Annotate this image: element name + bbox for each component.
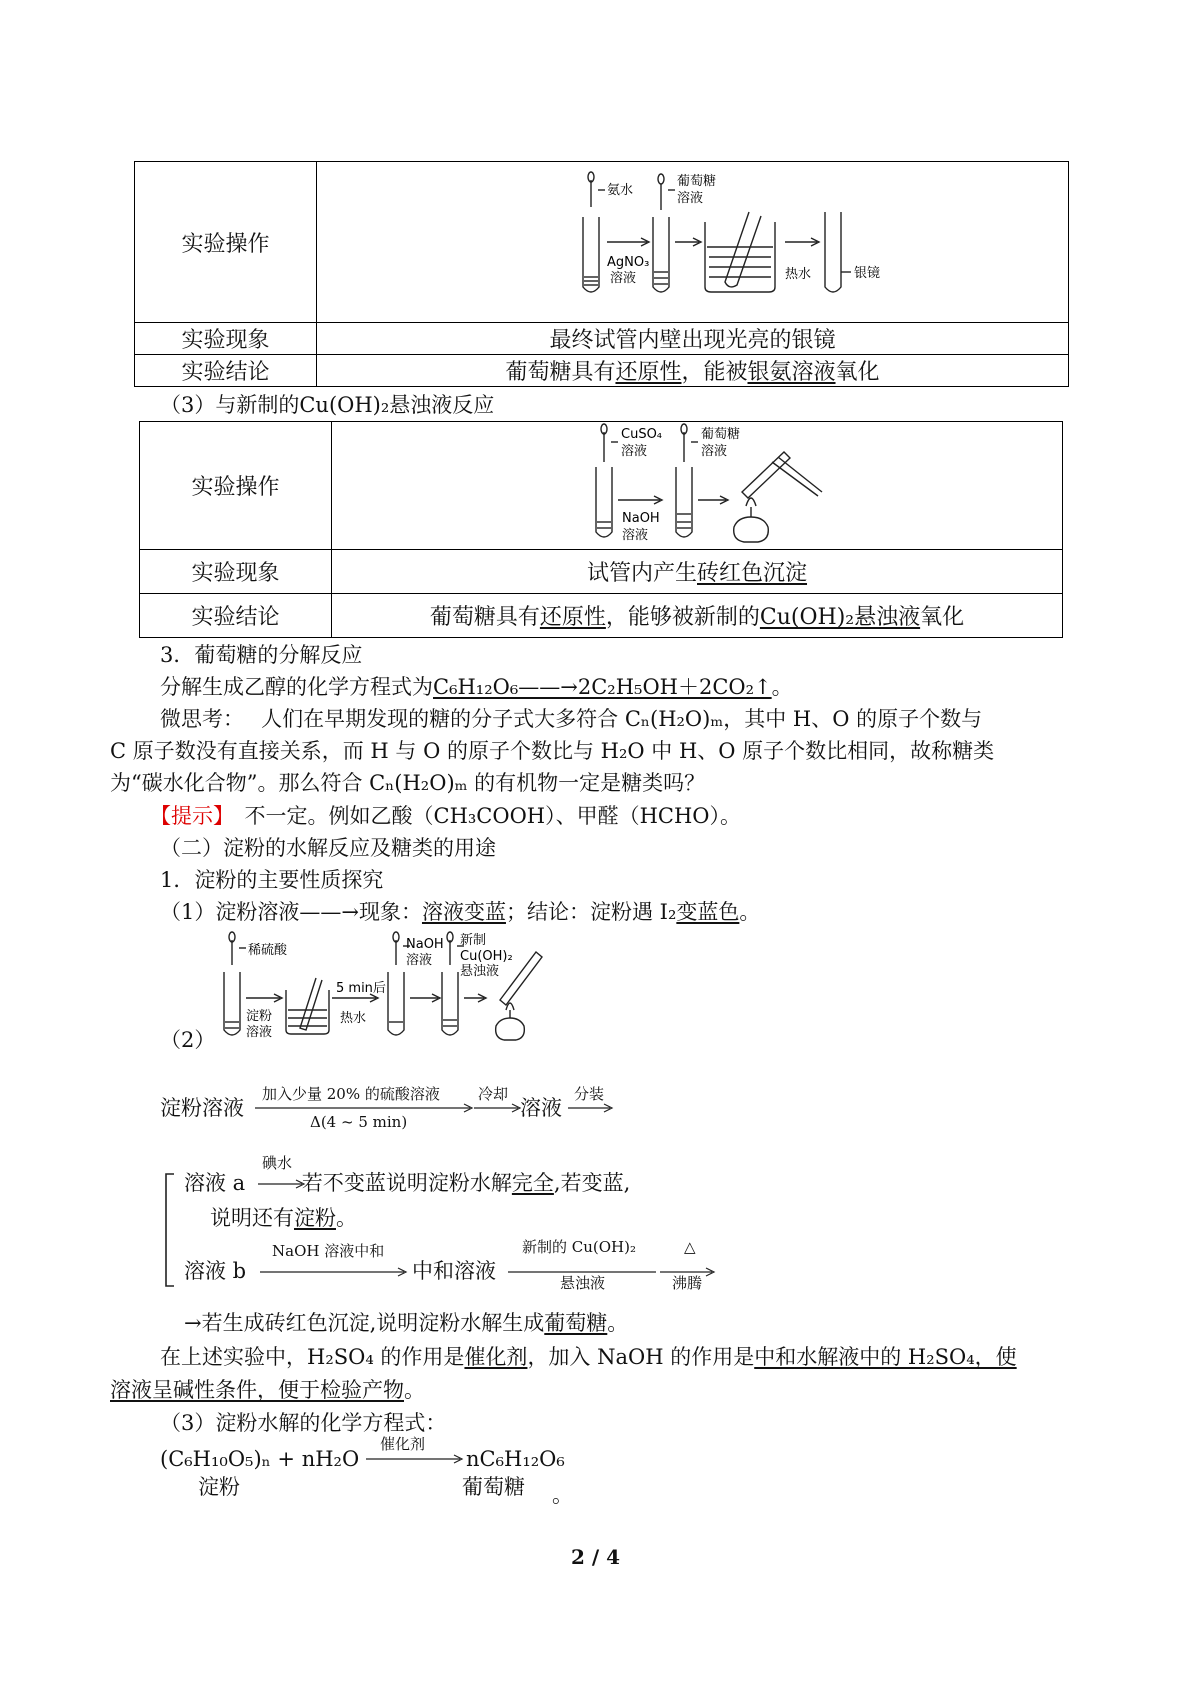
glucose-label-3: 葡萄糖 (701, 427, 741, 442)
conclusion-text (317, 355, 1069, 387)
ammonia-label: 氨水 (607, 183, 634, 198)
tip-text: 不一定。例如乙酸（CH₃COOH）、甲醛（HCHO）。 (223, 804, 742, 828)
result-post: 。 (607, 1311, 629, 1335)
decomp-equation-line (160, 672, 793, 702)
tip-label: 【提示】 (150, 804, 224, 828)
result-answer: 葡萄糖 (544, 1311, 608, 1335)
decomp-title: 3．葡萄糖的分解反应 (160, 643, 363, 667)
flow-arrow-3-label: 分装 (574, 1085, 605, 1103)
fresh-label-3: 悬浊液 (460, 964, 500, 979)
role-line-1 (160, 1342, 1017, 1372)
starch-l1-mid: ；结论：淀粉遇 I₂ (505, 900, 677, 924)
conclusion-post: 氧化 (835, 360, 880, 385)
result-line (184, 1308, 628, 1338)
operation-label: 实验操作 (135, 162, 317, 323)
agno3-label-1: AgNO₃ (607, 255, 650, 270)
conclusion-mid-2: ，能够被新制的 (605, 605, 760, 630)
operation-label-2: 实验操作 (140, 422, 332, 550)
glucose-label-2: 溶液 (677, 191, 704, 206)
branch-b-mid: 中和溶液 (412, 1259, 496, 1283)
branch-a-line-2 (210, 1203, 357, 1233)
flow-arrow-1-bottom: Δ(4 ~ 5 min) (310, 1113, 408, 1131)
think-line-1: 微思考： 人们在早期发现的糖的分子式大多符合 Cₙ(H₂O)ₘ，其中 H、O 的原子个数与 (160, 707, 983, 731)
silver-mirror-diagram (317, 162, 1069, 323)
cuso4-label-2: 溶液 (621, 444, 648, 459)
starch-line-1 (160, 897, 760, 927)
role-line-2 (110, 1375, 425, 1405)
decomp-eq-answer: C₆H₁₂O₆——→2C₂H₅OH＋2CO₂↑ (433, 675, 772, 699)
silver-mirror-label: 银镜 (854, 266, 881, 281)
conclusion-mid: ，能被 (681, 360, 748, 385)
flow-mid: 溶液 (520, 1096, 562, 1120)
role-answer-1: 催化剂 (464, 1345, 528, 1369)
conclusion-pre: 葡萄糖具有 (505, 360, 616, 385)
branch-a-l2-pre: 说明还有 (210, 1206, 294, 1230)
think-line-2: C 原子数没有直接关系，而 H 与 O 的原子个数比与 H₂O 中 H、O 原子个数比相同，故称糖类 (110, 739, 995, 763)
role-mid: ，加入 NaOH 的作用是 (527, 1345, 755, 1369)
branch-a-pre: 溶液 a (184, 1171, 246, 1195)
conclusion-label-2: 实验结论 (140, 594, 332, 638)
eq-arrow (364, 1449, 474, 1469)
phenomenon-label-2: 实验现象 (140, 550, 332, 594)
phenomenon-answer-2: 砖红色沉淀 (697, 561, 808, 586)
figure-2-number: （2） (160, 1028, 216, 1052)
flow-arrow-1-top: 加入少量 20% 的硫酸溶液 (262, 1085, 440, 1103)
branch-a-answer: 完全 (511, 1171, 554, 1195)
think-line-3: 为“碳水化合物”。那么符合 Cₙ(H₂O)ₘ 的有机物一定是糖类吗？ (110, 771, 706, 795)
branch-b-arrow-2-bottom: 悬浊液 (560, 1274, 606, 1292)
branch-a-line (184, 1168, 630, 1198)
conclusion-post-2: 氧化 (920, 605, 965, 630)
starch-hydrolysis-diagram (220, 930, 580, 1045)
conclusion-label: 实验结论 (135, 355, 317, 387)
hot-water-label: 热水 (785, 267, 812, 282)
eq-lhs: (C₆H₁₀O₅)ₙ + nH₂O (160, 1447, 360, 1471)
branch-b-arrows (0, 1262, 720, 1282)
cuoh2-table (139, 421, 1063, 638)
branch-b-arrow-label: NaOH 溶液中和 (272, 1242, 385, 1260)
flow-arrow-2-label: 冷却 (478, 1085, 509, 1103)
result-pre: →若生成砖红色沉淀,说明淀粉水解生成 (184, 1311, 545, 1335)
eq-catalyst: 催化剂 (380, 1435, 426, 1453)
branch-a-text-2: ,若变蓝, (553, 1171, 631, 1195)
branch-a-l2-answer: 淀粉 (294, 1206, 336, 1230)
eq-end: 。 (552, 1483, 573, 1507)
fresh-label-1: 新制 (460, 933, 487, 948)
phenomenon-value: 最终试管内壁出现光亮的银镜 (549, 328, 836, 353)
starch-l1-answer-1: 溶液变蓝 (421, 900, 506, 924)
eq-rhs-name: 葡萄糖 (462, 1475, 525, 1499)
role-pre: 在上述实验中，H₂SO₄ 的作用是 (160, 1345, 465, 1369)
conclusion-answer-4: Cu(OH)₂悬浊液 (759, 605, 921, 630)
hot-water-label-2: 热水 (340, 1011, 367, 1026)
naoh-label-2: 溶液 (622, 528, 649, 543)
silver-mirror-apparatus (317, 162, 1069, 323)
cuoh2-diagram (332, 422, 1063, 550)
branch-b-arrow-3-bottom: 沸腾 (672, 1274, 703, 1292)
conclusion-pre-2: 葡萄糖具有 (429, 605, 540, 630)
branch-b-arrow-3-top: △ (684, 1238, 696, 1256)
phenomenon-pre-2: 试管内产生 (586, 561, 697, 586)
naoh-label-3: NaOH (406, 937, 444, 952)
role-answer-2a: 中和水解液中的 H₂SO₄，使 (754, 1345, 1017, 1369)
conclusion-answer-1: 还原性 (615, 360, 682, 385)
page-number: 2 / 4 (570, 1545, 621, 1569)
starch-solution-label-1: 淀粉 (246, 1009, 273, 1024)
phenomenon-label: 实验现象 (135, 323, 317, 355)
branch-a-l2-post: 。 (336, 1206, 357, 1230)
conclusion-answer-2: 银氨溶液 (747, 360, 836, 385)
branch-b-arrow-2-top: 新制的 Cu(OH)₂ (522, 1238, 637, 1256)
starch-solution-label-2: 溶液 (246, 1025, 273, 1040)
tip-line (150, 801, 741, 831)
silver-mirror-table (134, 161, 1069, 387)
cuso4-label-1: CuSO₄ (621, 427, 663, 442)
branch-a-text-1: 若不变蓝说明淀粉水解 (301, 1171, 512, 1195)
fresh-label-2: Cu(OH)₂ (460, 949, 513, 964)
cuoh2-apparatus (332, 422, 1063, 550)
phenomenon-text (317, 323, 1069, 355)
branch-a-arrow (256, 1174, 316, 1194)
agno3-label-2: 溶液 (610, 271, 637, 286)
five-min-label: 5 min后 (336, 981, 386, 996)
starch-l1-post: 。 (739, 900, 761, 924)
role-post: 。 (404, 1378, 425, 1402)
phenomenon-text-2 (332, 550, 1063, 594)
flow-arrows-row-1 (0, 1098, 620, 1118)
decomp-eq-post: 。 (771, 675, 793, 699)
dilute-acid-label: 稀硫酸 (248, 943, 288, 958)
branch-a-arrow-label: 碘水 (262, 1154, 293, 1172)
starch-title: （二）淀粉的水解反应及糖类的用途 (160, 836, 496, 860)
equation-title: （3）淀粉水解的化学方程式： (160, 1411, 447, 1435)
section-3-title: （3）与新制的Cu(OH)₂悬浊液反应 (160, 393, 495, 417)
starch-sub1: 1．淀粉的主要性质探究 (160, 868, 384, 892)
starch-l1-pre: （1）淀粉溶液——→现象： (160, 900, 422, 924)
decomp-eq-pre: 分解生成乙醇的化学方程式为 (160, 675, 433, 699)
eq-lhs-name: 淀粉 (198, 1475, 240, 1499)
eq-rhs: nC₆H₁₂O₆ (466, 1447, 565, 1471)
role-answer-2b: 溶液呈碱性条件，便于检验产物 (110, 1378, 404, 1402)
naoh-label-1: NaOH (622, 511, 660, 526)
conclusion-text-2 (332, 594, 1063, 638)
starch-l1-answer-2: 变蓝色 (676, 900, 740, 924)
glucose-label-1: 葡萄糖 (677, 174, 717, 189)
glucose-label-4: 溶液 (701, 444, 728, 459)
conclusion-answer-3: 还原性 (539, 605, 606, 630)
naoh-label-4: 溶液 (406, 953, 433, 968)
branch-b-pre: 溶液 b (184, 1259, 247, 1283)
flow-start: 淀粉溶液 (160, 1096, 244, 1120)
